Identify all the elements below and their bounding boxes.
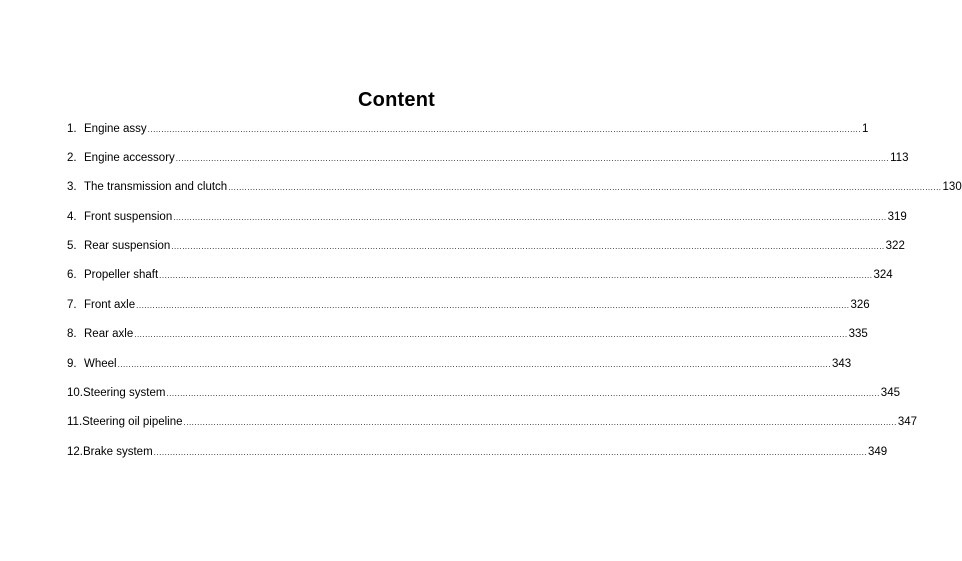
toc-entry-label: Engine assy bbox=[84, 123, 147, 135]
toc-entry bbox=[67, 237, 905, 255]
toc-entry-page: 349 bbox=[868, 446, 888, 458]
toc-entry bbox=[67, 120, 869, 138]
toc-leader-dots: ...................................................................................................................................................................................................................................................................... bbox=[175, 154, 890, 163]
toc-leader-dots: ...................................................................................................................................................................................................................................................................... bbox=[228, 183, 942, 192]
toc-entry-page: 347 bbox=[897, 416, 918, 428]
toc-entry-number: 1. bbox=[67, 123, 77, 135]
toc-entry-page: 326 bbox=[850, 299, 870, 311]
toc-entry bbox=[67, 208, 907, 226]
toc-leader-dots: ...................................................................................................................................................................................................................................................................... bbox=[171, 242, 885, 251]
toc-leader-dots: ...................................................................................................................................................................................................................................................................... bbox=[159, 271, 873, 280]
toc-entry bbox=[67, 443, 888, 461]
toc-entry-page: 113 bbox=[890, 152, 909, 164]
toc-entry-page: 1 bbox=[862, 123, 869, 135]
toc-entry-number: 12. bbox=[67, 446, 83, 458]
toc-entry-label: Rear suspension bbox=[84, 240, 171, 252]
toc-entry-number: 6. bbox=[67, 269, 77, 281]
toc-leader-dots: ...................................................................................................................................................................................................................................................................... bbox=[166, 389, 880, 398]
toc-entry-number: 8. bbox=[67, 328, 77, 340]
toc-entry-page: 319 bbox=[887, 211, 907, 223]
toc-entry-label: Brake system bbox=[83, 446, 153, 458]
toc-entry-label: Propeller shaft bbox=[84, 269, 159, 281]
toc-entry bbox=[67, 266, 893, 284]
toc-entry-page: 130 bbox=[942, 181, 962, 193]
toc-leader-dots: ...................................................................................................................................................................................................................................................................... bbox=[173, 213, 887, 222]
toc-leader-dots: ...................................................................................................................................................................................................................................................................... bbox=[134, 330, 848, 339]
toc-leader-dots: ...................................................................................................................................................................................................................................................................... bbox=[147, 125, 861, 134]
toc-entry bbox=[67, 384, 900, 402]
toc-entry-page: 343 bbox=[831, 358, 852, 370]
toc-entry-page: 324 bbox=[873, 269, 893, 281]
toc-entry-label: Front suspension bbox=[84, 211, 173, 223]
toc-entry-number: 10. bbox=[67, 387, 83, 399]
toc-entry bbox=[67, 325, 868, 343]
toc-entry-number: 4. bbox=[67, 211, 77, 223]
toc-entry-label: Front axle bbox=[84, 299, 136, 311]
toc-entry-number: 2. bbox=[67, 152, 77, 164]
toc-entry-number: 3. bbox=[67, 181, 77, 193]
toc-entry-label: Steering system bbox=[83, 387, 166, 399]
toc-entry-number: 7. bbox=[67, 299, 77, 311]
toc-entry bbox=[67, 296, 870, 314]
toc-entry-label: Engine accessory bbox=[84, 152, 175, 164]
toc-leader-dots: ...................................................................................................................................................................................................................................................................... bbox=[153, 448, 868, 457]
toc-entry bbox=[67, 149, 909, 167]
toc-entry-number: 5. bbox=[67, 240, 77, 252]
toc-entry-page: 322 bbox=[885, 240, 905, 252]
toc-entry-label: Wheel bbox=[84, 358, 117, 370]
toc-entry-label: The transmission and clutch bbox=[84, 181, 228, 193]
page-title: Content bbox=[358, 89, 435, 111]
toc-entry bbox=[67, 413, 918, 431]
toc-entry bbox=[67, 355, 852, 373]
toc-entry-page: 345 bbox=[880, 387, 900, 399]
toc-leader-dots: ...................................................................................................................................................................................................................................................................... bbox=[117, 360, 831, 369]
toc-entry-page: 335 bbox=[848, 328, 868, 340]
toc-entry-number: 9. bbox=[67, 358, 77, 370]
toc-leader-dots: ...................................................................................................................................................................................................................................................................... bbox=[136, 301, 850, 310]
toc-entry-label: Steering oil pipeline bbox=[82, 416, 183, 428]
toc-entry-label: Rear axle bbox=[84, 328, 134, 340]
toc-entry-number: 11. bbox=[67, 416, 83, 428]
toc-leader-dots: ...................................................................................................................................................................................................................................................................... bbox=[183, 418, 897, 427]
toc-entry bbox=[67, 178, 962, 196]
